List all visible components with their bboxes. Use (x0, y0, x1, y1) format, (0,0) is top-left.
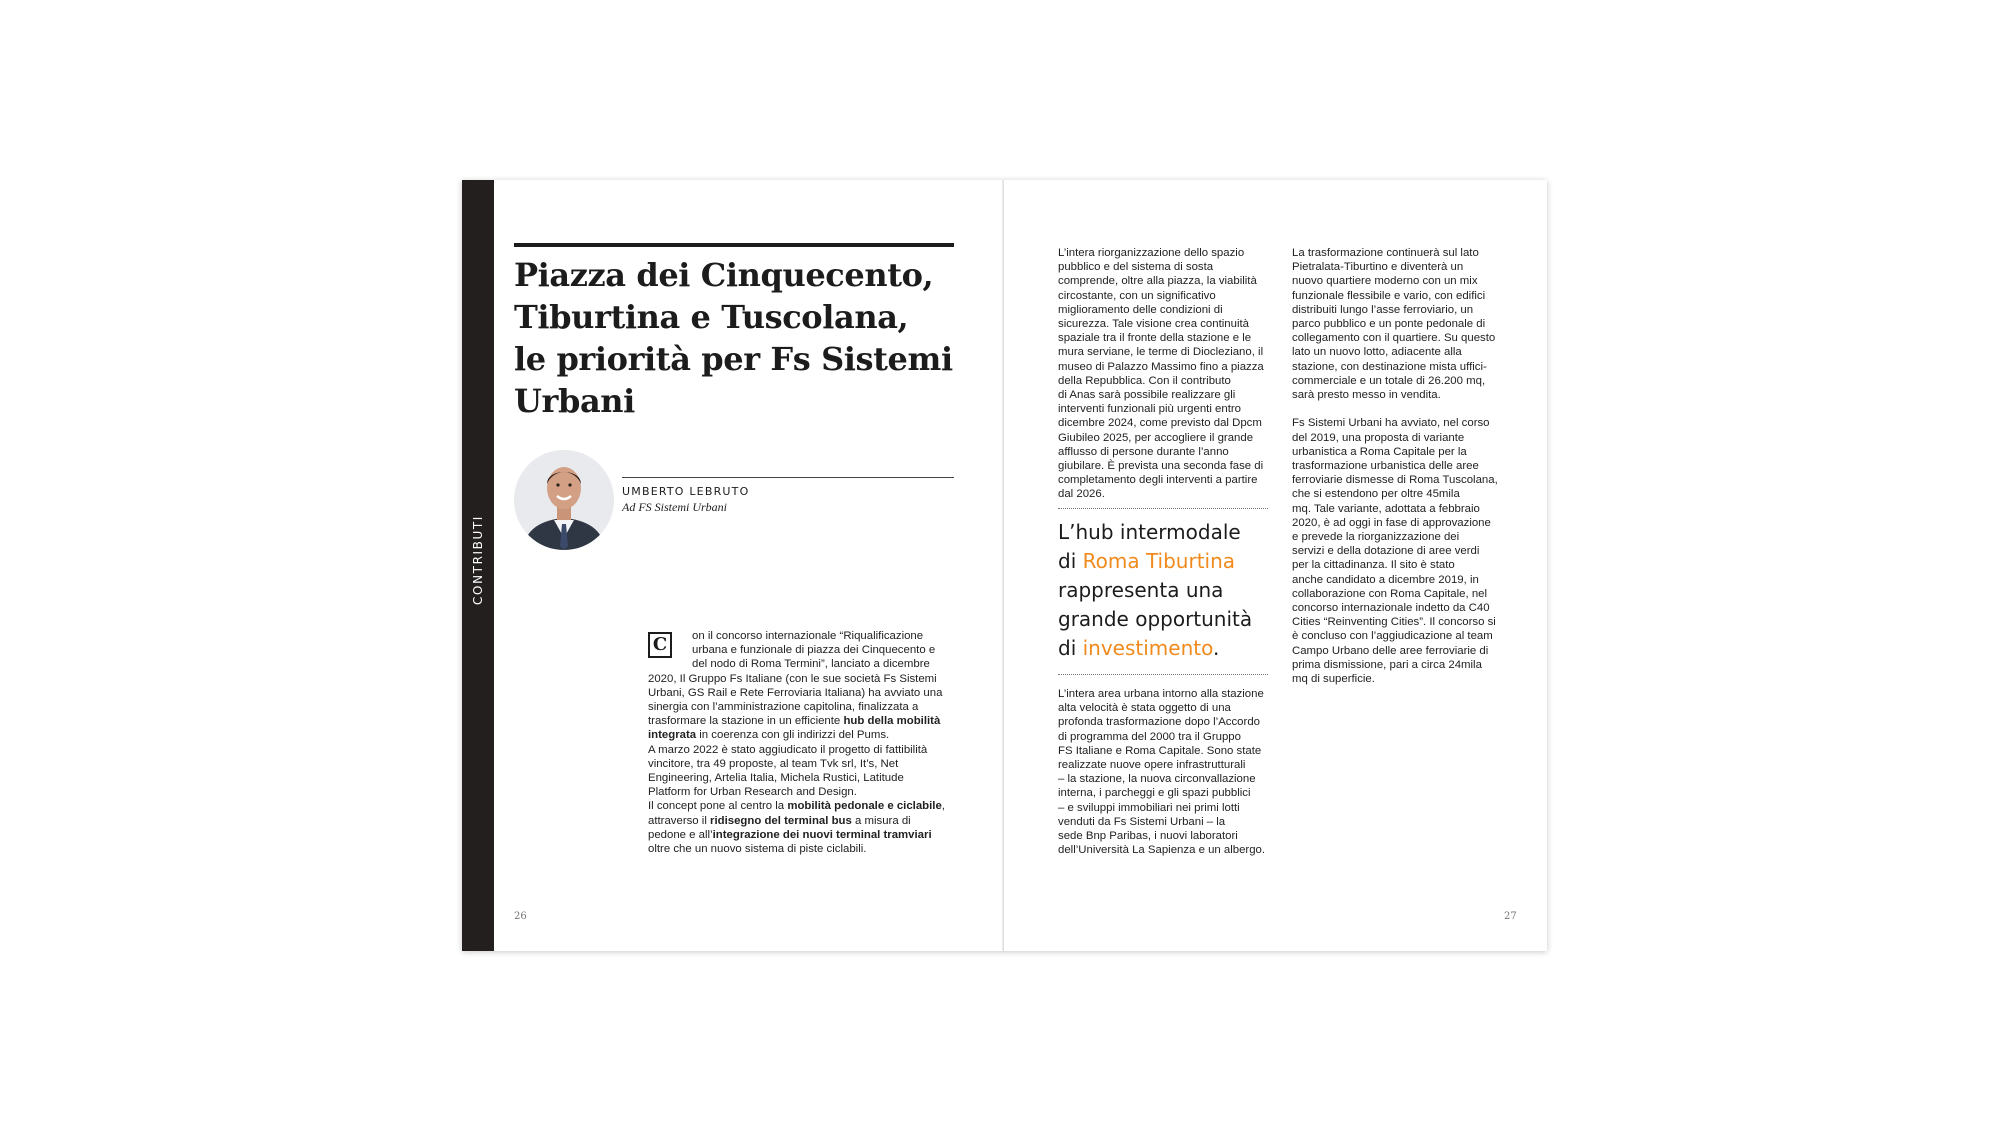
pullquote-run: di (1058, 636, 1083, 660)
section-sidebar (462, 180, 494, 951)
text-line: urbana e funzionale di piazza dei Cinquecento e (692, 644, 936, 657)
text-line: – la stazione, la nuova circonvallazione (1058, 773, 1256, 786)
title-rule (514, 243, 954, 247)
text-line: miglioramento delle condizioni di (1058, 303, 1223, 316)
column-1-bottom (1058, 687, 1278, 857)
section-label: CONTRIBUTI (471, 515, 485, 605)
text-line: mura serviane, le terme di Diocleziano, il (1058, 346, 1264, 359)
text-line: spaziale tra il fronte della stazione e le (1058, 332, 1252, 345)
text-line: giubilare. È prevista una seconda fase di (1058, 460, 1264, 473)
bold-run: mobilità pedonale e ciclabile (787, 800, 942, 813)
text-line (648, 714, 948, 728)
text-line: del 2019, una proposta di variante (1292, 431, 1465, 444)
text-line: mq di superficie. (1292, 673, 1375, 686)
text-line: pubblico e del sistema di sosta (1058, 261, 1214, 274)
bold-run: integrata (648, 729, 697, 742)
headline-line: Tiburtina e Tuscolana, (514, 298, 909, 336)
text-line: concorso internazionale indetto da C40 (1292, 602, 1490, 615)
text-line: Engineering, Artelia Italia, Michela Rustici, Latitude (648, 772, 904, 785)
text-line: Pietralata-Tiburtino e diventerà un (1292, 261, 1464, 274)
text-line: L’intera area urbana intorno alla stazione (1058, 688, 1264, 700)
author-role: Ad FS Sistemi Urbani (622, 500, 727, 514)
text-line (648, 728, 948, 742)
text-line: completamento degli interventi a partire (1058, 474, 1258, 487)
text-line: sinergia con l’amministrazione capitolina, finalizzata a (648, 701, 919, 714)
magazine-spread (462, 180, 1547, 951)
text-line: è concluso con l’aggiudicazione al team (1292, 630, 1493, 643)
intro-paragraph (648, 629, 948, 856)
text-line: dal 2026. (1058, 488, 1105, 501)
pullquote-line: L’hub intermodale (1058, 520, 1241, 544)
text-line: afflusso di persone durante l’anno (1058, 445, 1229, 458)
text-run: Il concept pone al centro la (648, 800, 785, 813)
pullquote-run: di (1058, 549, 1083, 573)
text-run: pedone e all’ (648, 828, 713, 841)
headline-line: Urbani (514, 382, 635, 420)
text-line: – e sviluppi immobiliari nei primi lotti (1058, 801, 1240, 814)
text-line: prima dismissione, pari a circa 24mila (1292, 658, 1482, 671)
author-portrait (514, 450, 614, 550)
text-line: Urbani, GS Rail e Rete Ferroviaria Italiana) ha avviato una (648, 686, 943, 699)
bold-run: ridisegno del terminal bus (710, 814, 852, 827)
text-line: di Anas sarà possibile realizzare gli (1058, 389, 1236, 402)
text-run: trasformare la stazione in un efficiente (648, 715, 841, 728)
text-line: sicurezza. Tale visione crea continuità (1058, 318, 1249, 331)
text-line: sede Bnp Paribas, i nuovi laboratori (1058, 830, 1238, 843)
column-1-top (1058, 246, 1278, 502)
bold-run: hub della mobilità (843, 715, 941, 728)
text-line: on il concorso internazionale “Riqualificazione (692, 630, 924, 642)
text-line: lato un nuovo lotto, adiacente alla (1292, 346, 1462, 359)
right-page (1004, 180, 1547, 951)
text-line: oltre che un nuovo sistema di piste ciclabili. (648, 843, 867, 856)
text-line: che si estendono per oltre 45mila (1292, 488, 1460, 501)
paragraph-gap (1292, 402, 1512, 416)
text-line: interna, i parcheggi e gli spazi pubblici (1058, 787, 1251, 800)
text-line: circostante, con un significativo (1058, 289, 1216, 302)
text-line: di programma del 2000 tra il Gruppo (1058, 730, 1241, 743)
text-line (648, 799, 948, 813)
text-line: comprende, oltre alla piazza, la viabilità (1058, 275, 1257, 288)
left-page (462, 180, 1004, 951)
text-line: museo di Palazzo Massimo fino a piazza (1058, 360, 1264, 373)
pull-quote (1058, 518, 1278, 663)
drop-cap: C (648, 632, 672, 658)
pullquote-line (1058, 634, 1278, 663)
pullquote-accent: investimento (1082, 636, 1213, 660)
text-line: L’intera riorganizzazione dello spazio (1058, 247, 1245, 259)
text-line (648, 828, 948, 842)
column-2 (1292, 246, 1512, 686)
text-line: 2020, Il Gruppo Fs Italiane (con le sue società Fs Sistemi (648, 672, 937, 685)
text-line: urbanistica a Roma Capitale per la (1292, 445, 1467, 458)
pullquote-bottom-rule (1058, 674, 1268, 675)
text-line: ferroviarie dismesse di Roma Tuscolana, (1292, 474, 1498, 487)
text-line: anche candidato a dicembre 2019, in (1292, 573, 1479, 586)
pullquote-line: grande opportunità (1058, 607, 1253, 631)
pullquote-accent: Roma Tiburtina (1082, 549, 1236, 573)
text-line: dicembre 2024, come previsto dal Dpcm (1058, 417, 1262, 430)
text-line: del nodo di Roma Termini”, lanciato a dicembre (692, 658, 930, 671)
text-run: , (941, 800, 945, 813)
text-line: 2020, è ad oggi in fase di approvazione (1292, 516, 1491, 529)
text-line (648, 814, 948, 828)
text-line: profonda trasformazione dopo l’Accordo (1058, 716, 1260, 729)
headline-line: Piazza dei Cinquecento, (514, 256, 934, 294)
text-run: in coerenza con gli indirizzi del Pums. (699, 729, 890, 742)
text-line: stazione, con destinazione mista uffici- (1292, 360, 1487, 373)
text-line: mq. Tale variante, adottata a febbraio (1292, 502, 1480, 515)
text-line: collegamento con il quartiere. Su questo (1292, 332, 1496, 345)
text-line: distribuiti lungo l’asse ferroviario, un (1292, 303, 1474, 316)
text-line: funzionale flessibile e vario, con edifici (1292, 289, 1486, 302)
headline-line: le priorità per Fs Sistemi (514, 340, 953, 378)
text-line: parco pubblico e un ponte pedonale di (1292, 318, 1486, 331)
text-line: alta velocità è stata oggetto di una (1058, 702, 1231, 715)
text-line: nuovo quartiere moderno con un mix (1292, 275, 1478, 288)
page-number: 27 (1504, 911, 1517, 922)
text-line: vincitore, tra 49 proposte, al team Tvk srl, It’s, Net (648, 757, 899, 770)
text-line: Platform for Urban Research and Design. (648, 786, 857, 799)
text-run: attraverso il (648, 814, 707, 827)
text-line: per la cittadinanza. Il sito è stato (1292, 559, 1455, 572)
text-line: sarà presto messo in vendita. (1292, 389, 1441, 402)
text-line: venduti da Fs Sistemi Urbani – la (1058, 815, 1226, 828)
text-run: a misura di (855, 814, 911, 827)
author-name: UMBERTO LEBRUTO (622, 485, 750, 498)
page-number: 26 (514, 911, 527, 922)
text-line: Cities “Reinventing Cities”. Il concorso si (1292, 616, 1496, 629)
text-line: dell’Università La Sapienza e un albergo. (1058, 844, 1266, 857)
text-line: e prevede la riorganizzazione dei (1292, 531, 1460, 544)
pullquote-line (1058, 547, 1278, 576)
text-line: Campo Urbano delle aree ferroviarie di (1292, 644, 1489, 657)
text-line: FS Italiane e Roma Capitale. Sono state (1058, 744, 1262, 757)
pullquote-line: rappresenta una (1058, 578, 1224, 602)
text-line: collaborazione con Roma Capitale, nel (1292, 587, 1488, 600)
text-line: realizzate nuove opere infrastrutturali (1058, 759, 1246, 772)
text-line: La trasformazione continuerà sul lato (1292, 247, 1479, 259)
text-line: servizi e della dotazione di aree verdi (1292, 545, 1480, 558)
article-headline (514, 254, 964, 422)
text-line: commerciale e un totale di 26.200 mq, (1292, 374, 1486, 387)
pullquote-top-rule (1058, 508, 1268, 509)
text-line: interventi funzionali più urgenti entro (1058, 403, 1241, 416)
text-line: della Repubblica. Con il contributo (1058, 374, 1231, 387)
pullquote-run: . (1213, 636, 1220, 660)
text-line: A marzo 2022 è stato aggiudicato il progetto di fattibilità (648, 743, 928, 756)
bold-run: integrazione dei nuovi terminal tramviari (712, 828, 932, 841)
text-line: Giubileo 2025, per accogliere il grande (1058, 431, 1254, 444)
text-line: trasformazione urbanistica delle aree (1292, 460, 1479, 473)
text-line: Fs Sistemi Urbani ha avviato, nel corso (1292, 417, 1490, 430)
author-rule (622, 477, 954, 478)
